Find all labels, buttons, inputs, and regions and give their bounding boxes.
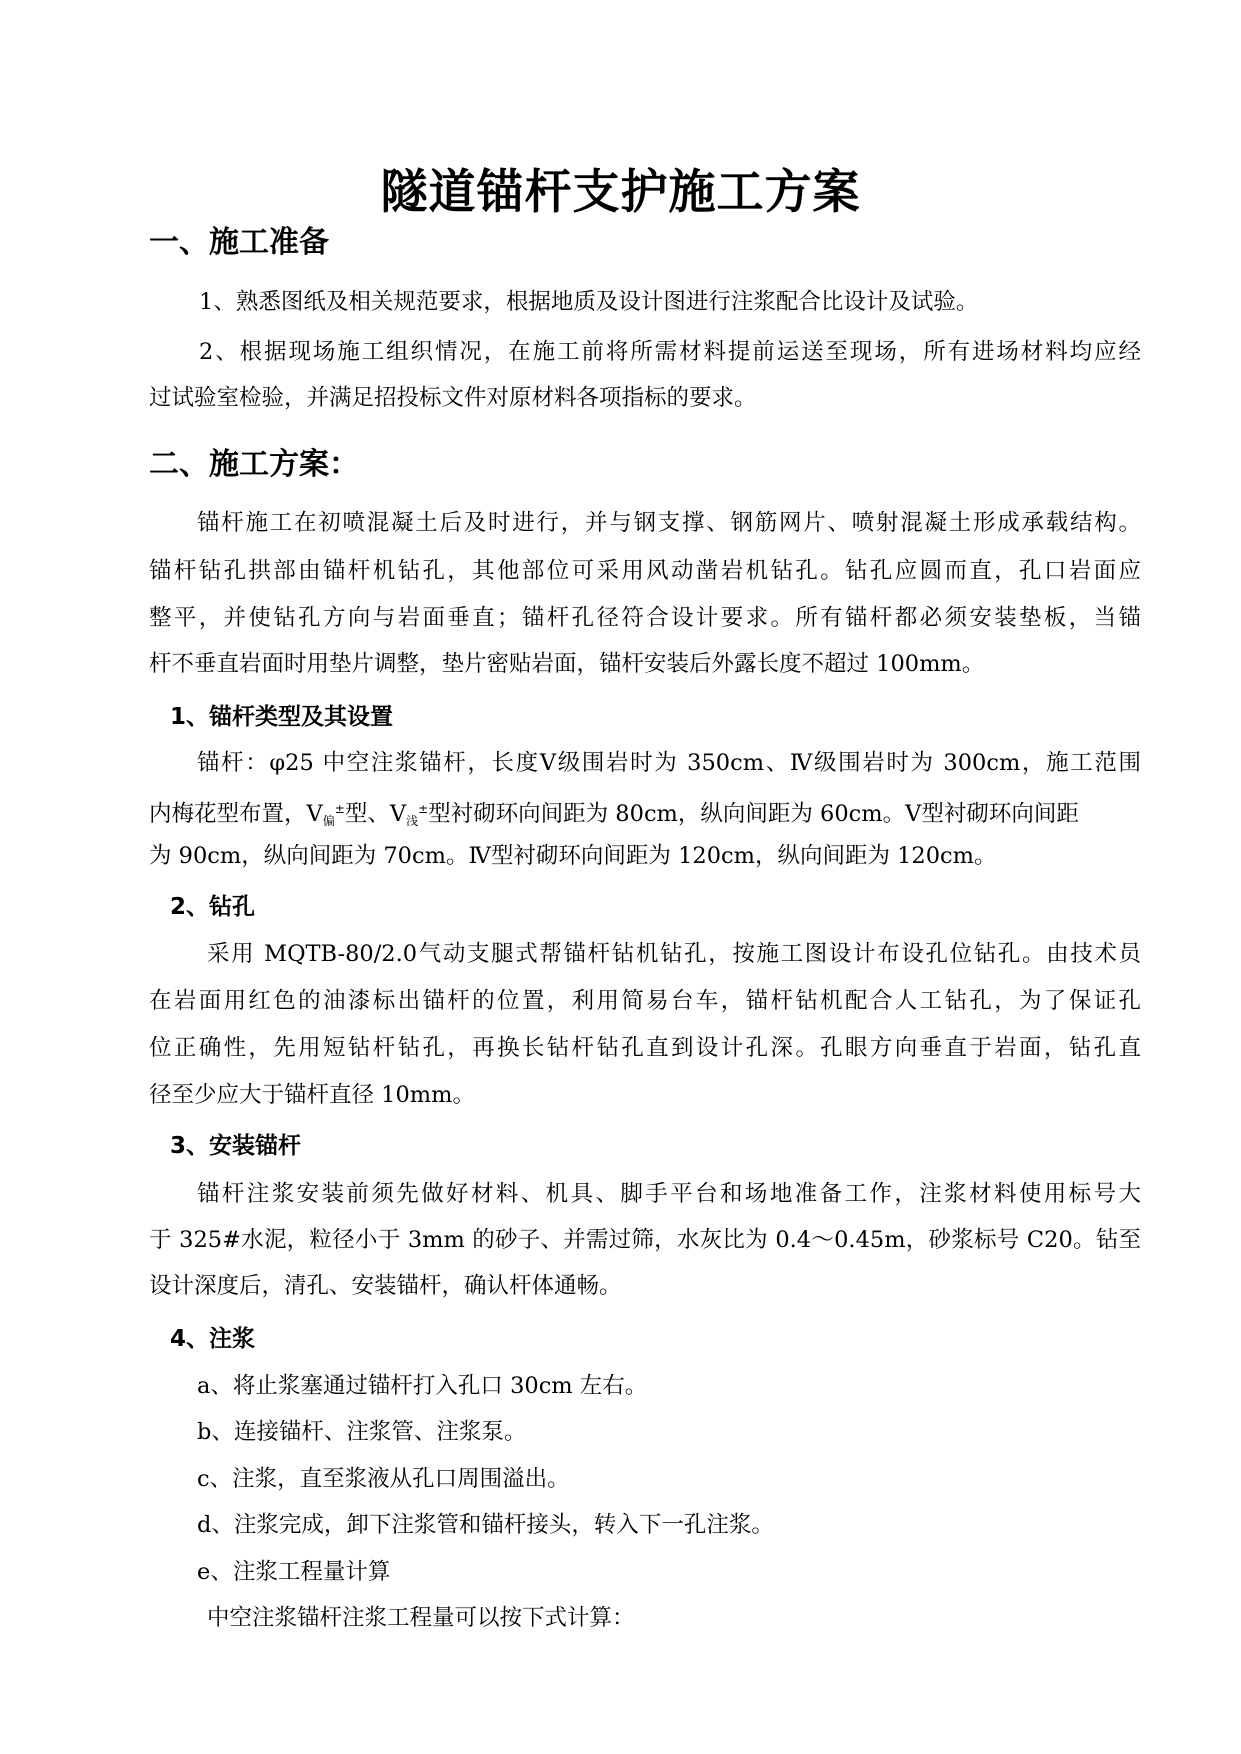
paragraph-line: 杆不垂直岩面时用垫片调整，垫片密贴岩面，锚杆安装后外露长度不超过 100mm。 — [149, 651, 985, 677]
paragraph-line: 锚杆：φ25 中空注浆锚杆，长度Ⅴ级围岩时为 350cm、Ⅳ级围岩时为 300cm，施工范围 — [197, 750, 1141, 776]
subscript: 浅 — [406, 814, 419, 828]
list-item: d、注浆完成，卸下注浆管和锚杆接头，转入下一孔注浆。 — [197, 1512, 774, 1538]
paragraph-line: 设计深度后，清孔、安装锚杆，确认杆体通畅。 — [149, 1273, 622, 1299]
paragraph-line: 采用 MQTB-80/2.0气动支腿式帮锚杆钻机钻孔，按施工图设计布设孔位钻孔。由技术员 — [207, 941, 1141, 967]
section-heading-plan: 二、施工方案： — [149, 447, 359, 482]
paragraph-line: 锚杆钻孔拱部由锚杆机钻孔，其他部位可采用风动凿岩机钻孔。钻孔应圆而直，孔口岩面应 — [149, 558, 1141, 584]
list-item: c、注浆，直至浆液从孔口周围溢出。 — [197, 1466, 570, 1492]
subsection-heading-grouting: 4、注浆 — [170, 1326, 256, 1352]
subscript: 偏 — [322, 814, 335, 828]
paragraph-line: 锚杆注浆安装前须先做好材料、机具、脚手平台和场地准备工作，注浆材料使用标号大 — [197, 1181, 1141, 1207]
paragraph-line: 为 90cm，纵向间距为 70cm。Ⅳ型衬砌环向间距为 120cm，纵向间距为 120cm。 — [149, 843, 997, 869]
subsection-heading-install-anchor: 3、安装锚杆 — [170, 1133, 302, 1159]
paragraph-line: 过试验室检验，并满足招投标文件对原材料各项指标的要求。 — [149, 385, 757, 411]
paragraph-line: 锚杆施工在初喷混凝土后及时进行，并与钢支撑、钢筋网片、喷射混凝土形成承载结构。 — [197, 510, 1141, 536]
text-run: 型衬砌环向间距为 80cm，纵向间距为 60cm。Ⅴ型衬砌环向间距 — [428, 801, 1079, 827]
subsection-heading-drilling: 2、钻孔 — [170, 894, 256, 920]
list-item: a、将止浆塞通过锚杆打入孔口 30cm 左右。 — [197, 1373, 648, 1399]
paragraph-line: 位正确性，先用短钻杆钻孔，再换长钻杆钻孔直到设计孔深。孔眼方向垂直于岩面，钻孔直 — [149, 1035, 1141, 1061]
section-heading-preparation: 一、施工准备 — [149, 225, 329, 260]
list-item: e、注浆工程量计算 — [197, 1559, 391, 1585]
paragraph-line: 2、根据现场施工组织情况，在施工前将所需材料提前运送至现场，所有进场材料均应经 — [199, 339, 1141, 365]
paragraph-line: 在岩面用红色的油漆标出锚杆的位置，利用简易台车，锚杆钻机配合人工钻孔，为了保证孔 — [149, 988, 1141, 1014]
list-item: b、连接锚杆、注浆管、注浆泵。 — [197, 1419, 527, 1445]
paragraph-line: 于 325#水泥，粒径小于 3mm 的砂子、并需过筛，水灰比为 0.4～0.45m，砂浆标号 C20。钻至 — [149, 1227, 1141, 1253]
text-run: 内梅花型布置，Ⅴ — [149, 801, 323, 827]
paragraph-line: 整平，并使钻孔方向与岩面垂直；锚杆孔径符合设计要求。所有锚杆都必须安装垫板，当锚 — [149, 605, 1141, 631]
text-run: 型、Ⅴ — [344, 801, 407, 827]
paragraph-line: 1、熟悉图纸及相关规范要求，根据地质及设计图进行注浆配合比设计及试验。 — [199, 289, 979, 315]
superscript: ± — [334, 802, 345, 816]
paragraph-line: 径至少应大于锚杆直径 10mm。 — [149, 1082, 475, 1108]
paragraph-line-with-subscripts — [149, 791, 1141, 839]
paragraph-line: 中空注浆锚杆注浆工程量可以按下式计算： — [207, 1605, 635, 1631]
document-title: 隧道锚杆支护施工方案 — [380, 165, 861, 220]
superscript: ± — [418, 802, 429, 816]
text-run — [149, 791, 1079, 839]
subsection-heading-anchor-types: 1、锚杆类型及其设置 — [170, 704, 394, 730]
